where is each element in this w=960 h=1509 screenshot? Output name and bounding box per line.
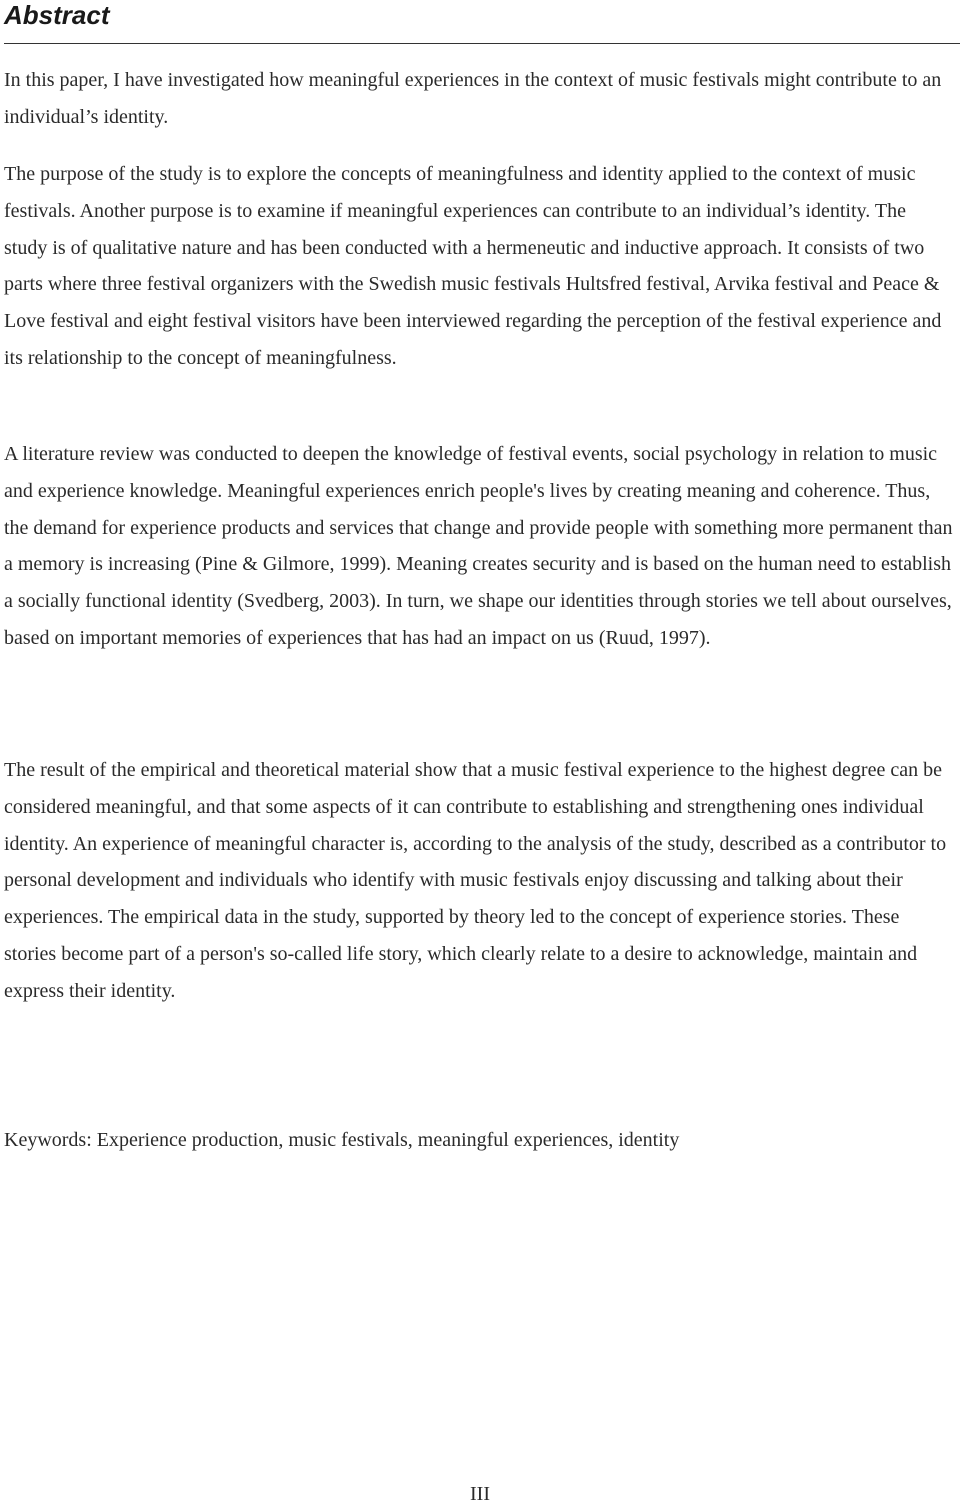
abstract-paragraph-3: A literature review was conducted to deepen the knowledge of festival events, social psychology in relation to music and experience knowledge. Meaningful experiences enrich people's lives by creating meaning and coherence. Thus, the demand for experience products and services that change and provide people with something more permanent than a memory is increasing (Pine & Gilmore, 1999). Meaning creates security and is based on the human need to establish a socially functional identity (Svedberg, 2003). In turn, we shape our identities through stories we tell about ourselves, based on important memories of experiences that has had an impact on us (Ruud, 1997). xyxy=(4,443,953,649)
abstract-paragraph-1: In this paper, I have investigated how meaningful experiences in the context of music festivals might contribute to an individual’s identity. xyxy=(4,69,942,128)
abstract-paragraph-4: The result of the empirical and theoretical material show that a music festival experience to the highest degree can be considered meaningful, and that some aspects of it can contribute to establishing and strengthening ones individual identity. An experience of meaningful character is, according to the analysis of the study, described as a contributor to personal development and individuals who identify with music festivals enjoy discussing and talking about their experiences. The empirical data in the study, supported by theory led to the concept of experience stories. These stories become part of a person's so-called life story, which clearly relate to a desire to acknowledge, maintain and express their identity. xyxy=(4,759,947,1002)
abstract-heading: Abstract xyxy=(4,0,110,30)
keywords-line: Keywords: Experience production, music festivals, meaningful experiences, identity xyxy=(4,1129,680,1151)
heading-rule xyxy=(4,43,960,44)
abstract-paragraph-2: The purpose of the study is to explore the concepts of meaningfulness and identity applied to the context of music festivals. Another purpose is to examine if meaningful experiences can contribute to an individual’s identity. The study is of qualitative nature and has been conducted with a hermeneutic and inductive approach. It consists of two parts where three festival organizers with the Swedish music festivals Hultsfred festival, Arvika festival and Peace & Love festival and eight festival visitors have been interviewed regarding the perception of the festival experience and its relationship to the concept of meaningfulness. xyxy=(4,163,942,369)
page-number: III xyxy=(470,1483,490,1505)
